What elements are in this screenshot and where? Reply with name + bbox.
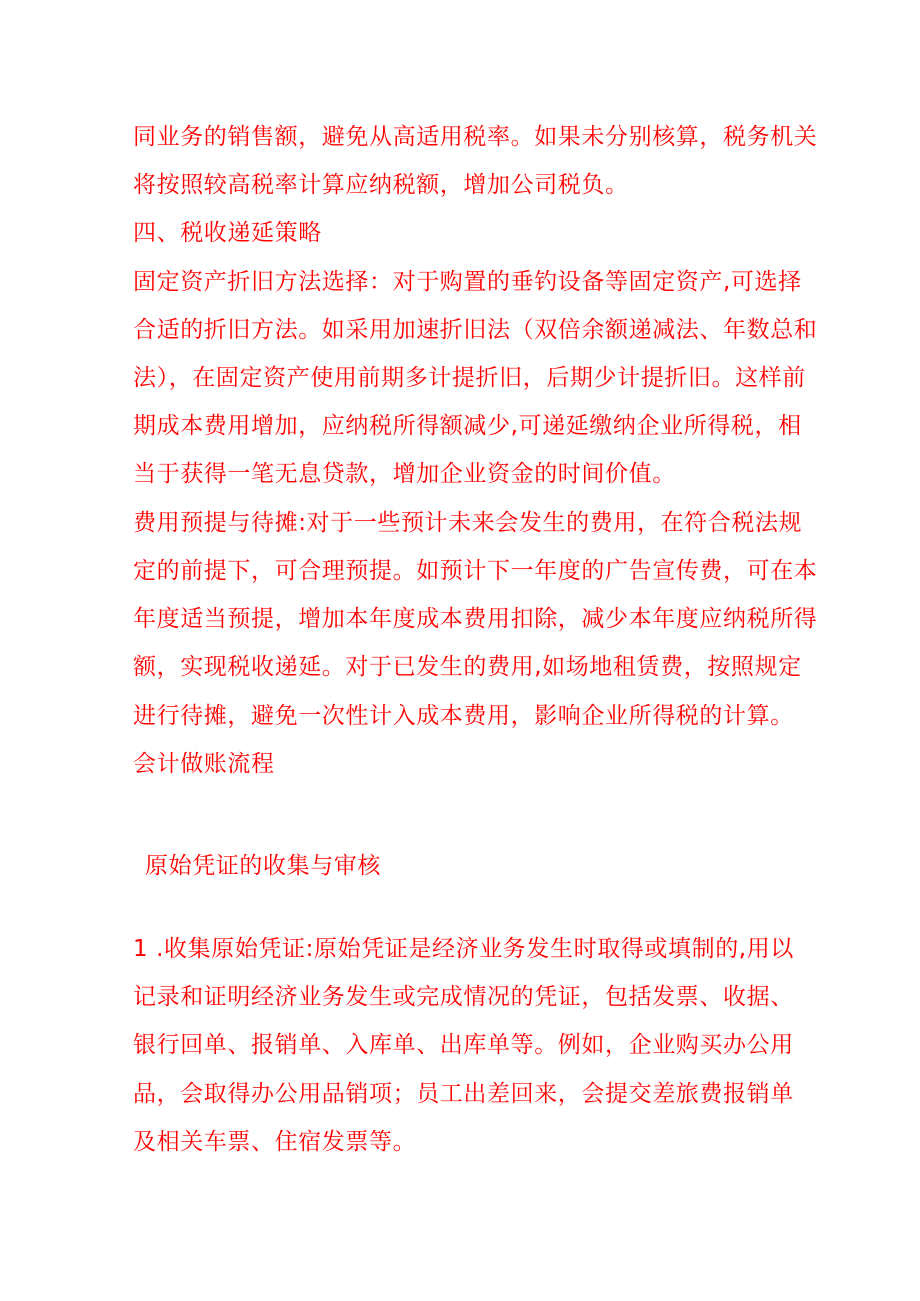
- subsection-heading: 原始凭证的收集与审核: [145, 853, 381, 879]
- paragraph-line: 固定资产折旧方法选择：对于购置的垂钓设备等固定资产,可选择: [133, 269, 802, 295]
- section-heading: 会计做账流程: [133, 751, 275, 777]
- paragraph-line: 合适的折旧方法。如采用加速折旧法（双倍余额递减法、年数总和: [133, 317, 818, 343]
- paragraph-line: 及相关车票、住宿发票等。: [133, 1129, 417, 1155]
- paragraph-line: 将按照较高税率计算应纳税额，增加公司税负。: [133, 172, 629, 198]
- paragraph-line: 同业务的销售额，避免从高适用税率。如果未分别核算，税务机关: [133, 124, 818, 150]
- paragraph-line: 品，会取得办公用品销项；员工出差回来，会提交差旅费报销单: [133, 1081, 794, 1107]
- paragraph-line: 费用预提与待摊:对于一些预计未来会发生的费用，在符合税法规: [133, 510, 803, 536]
- paragraph-line: 记录和证明经济业务发生或完成情况的凭证，包括发票、收据、: [133, 984, 794, 1010]
- paragraph-line: 进行待摊，避免一次性计入成本费用，影响企业所得税的计算。: [133, 703, 794, 729]
- paragraph-line: 当于获得一笔无息贷款，增加企业资金的时间价值。: [133, 461, 676, 487]
- paragraph-line: 额，实现税收递延。对于已发生的费用,如场地租赁费，按照规定: [133, 654, 802, 680]
- paragraph-line: 年度适当预提，增加本年度成本费用扣除，减少本年度应纳税所得: [133, 606, 818, 632]
- paragraph-line: 法），在固定资产使用前期多计提折旧，后期少计提折旧。这样前: [133, 365, 806, 391]
- section-heading: 四、税收递延策略: [133, 220, 322, 246]
- paragraph-line: 银行回单、报销单、入库单、出库单等。例如，企业购买办公用: [133, 1032, 794, 1058]
- paragraph-line: 定的前提下，可合理预提。如预计下一年度的广告宣传费，可在本: [133, 558, 818, 584]
- paragraph-line: 1 .收集原始凭证:原始凭证是经济业务发生时取得或填制的,用以: [133, 936, 794, 962]
- paragraph-line: 期成本费用增加，应纳税所得额减少,可递延缴纳企业所得税，相: [133, 413, 802, 439]
